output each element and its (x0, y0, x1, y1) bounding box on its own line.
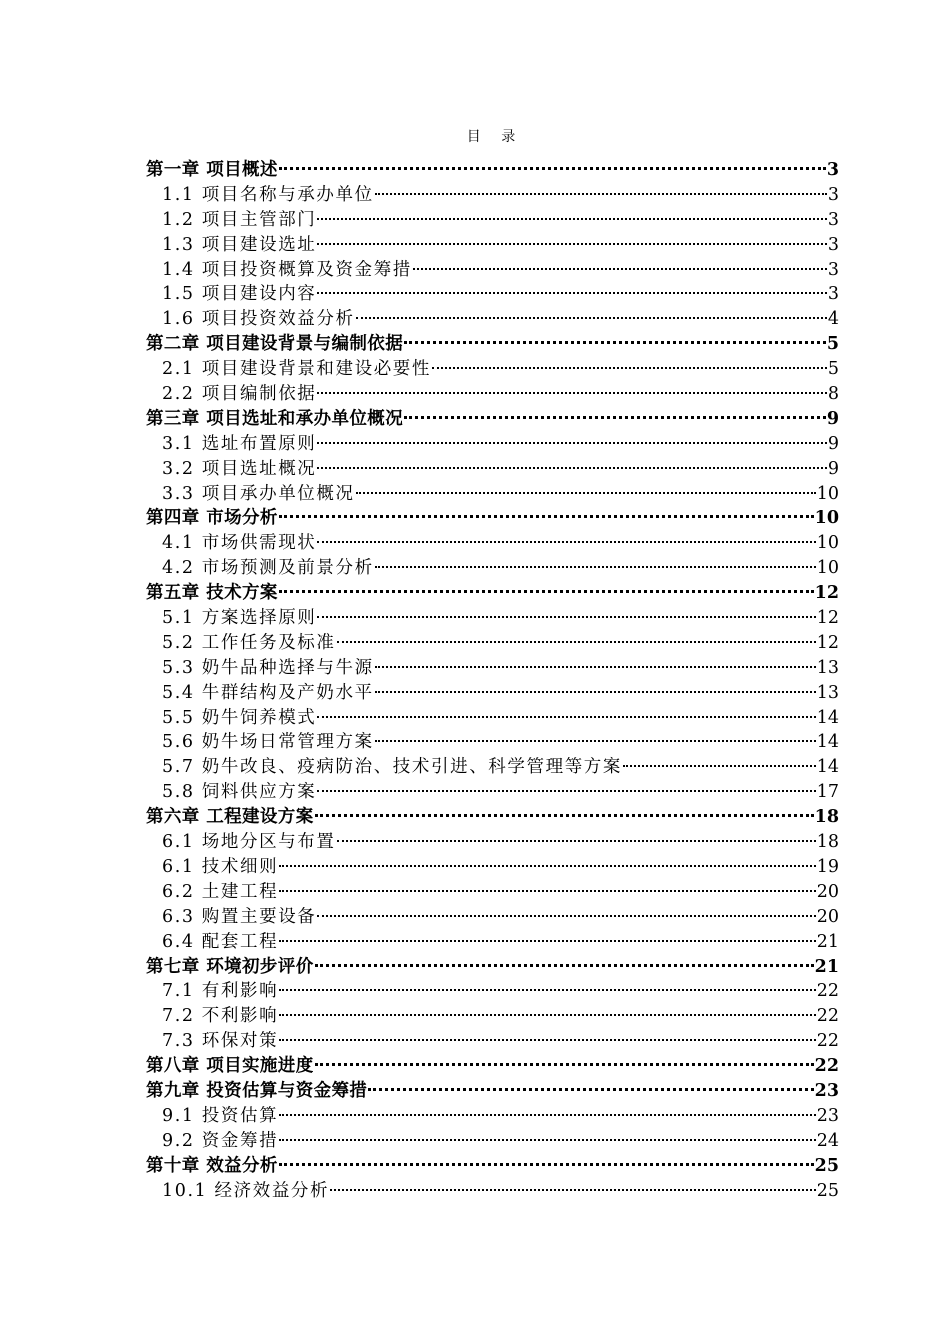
dot-leader (356, 492, 816, 494)
dot-leader (317, 392, 826, 394)
dot-leader (279, 515, 814, 518)
toc-page-number: 17 (816, 782, 839, 803)
dot-leader (317, 292, 826, 294)
dot-leader (279, 1039, 816, 1041)
toc-section-entry[interactable] (146, 1004, 839, 1029)
toc-section-entry[interactable] (146, 880, 839, 905)
toc-section-entry[interactable] (146, 432, 839, 457)
toc-page-number: 21 (816, 931, 839, 952)
toc-page-number: 3 (826, 160, 839, 180)
toc-chapter-entry[interactable] (146, 1054, 839, 1079)
toc-page-number: 10 (816, 533, 839, 554)
dot-leader (404, 341, 826, 344)
toc-page-number: 18 (814, 807, 839, 828)
toc-entry-label: 4.2 市场预测及前景分析 (162, 558, 374, 579)
toc-entry-label: 7.3 环保对策 (162, 1031, 279, 1052)
dot-leader (317, 442, 826, 444)
dot-leader (368, 1088, 813, 1091)
dot-leader (375, 691, 816, 693)
toc-page-number: 12 (816, 608, 839, 629)
toc-page-number: 24 (816, 1130, 839, 1151)
dot-leader (413, 268, 827, 270)
dot-leader (375, 193, 827, 195)
dot-leader (432, 367, 827, 369)
toc-page-number: 19 (816, 856, 839, 877)
toc-section-entry[interactable] (146, 830, 839, 855)
toc-entry-label: 1.4 项目投资概算及资金筹措 (162, 259, 412, 280)
dot-leader (279, 167, 826, 170)
toc-chapter-entry[interactable] (146, 407, 839, 432)
toc-section-entry[interactable] (146, 631, 839, 656)
dot-leader (317, 915, 815, 917)
dot-leader (315, 964, 814, 967)
toc-section-entry[interactable] (146, 307, 839, 332)
toc-entry-label: 第七章 环境初步评价 (146, 956, 314, 977)
toc-page-number: 22 (816, 1031, 839, 1052)
toc-section-entry[interactable] (146, 531, 839, 556)
toc-section-entry[interactable] (146, 656, 839, 681)
toc-page-number: 10 (814, 508, 839, 529)
toc-entry-label: 1.1 项目名称与承办单位 (162, 184, 374, 205)
toc-page-number: 23 (814, 1080, 839, 1101)
dot-leader (315, 1063, 814, 1066)
toc-page-number: 22 (816, 981, 839, 1002)
toc-section-entry[interactable] (146, 258, 839, 283)
toc-page-number: 18 (816, 832, 839, 853)
toc-page-number: 3 (827, 284, 839, 305)
toc-entry-label: 第二章 项目建设背景与编制依据 (146, 334, 404, 355)
toc-page-number: 3 (827, 209, 839, 230)
table-of-contents (146, 158, 839, 1203)
toc-page-number: 9 (827, 458, 839, 479)
toc-section-entry[interactable] (146, 482, 839, 507)
toc-entry-label: 7.1 有利影响 (162, 981, 279, 1002)
toc-entry-label: 1.2 项目主管部门 (162, 209, 317, 230)
toc-page-number: 22 (816, 1006, 839, 1027)
toc-page-number: 9 (826, 408, 839, 429)
dot-leader (375, 566, 816, 568)
dot-leader (330, 1189, 816, 1191)
toc-entry-label: 6.2 土建工程 (162, 881, 279, 902)
toc-entry-label: 第九章 投资估算与资金筹措 (146, 1080, 368, 1101)
toc-page-number: 10 (816, 558, 839, 579)
toc-entry-label: 5.7 奶牛改良、疫病防治、技术引进、科学管理等方案 (162, 757, 622, 778)
toc-entry-label: 5.3 奶牛品种选择与牛源 (162, 657, 374, 678)
toc-entry-label: 9.1 投资估算 (162, 1105, 279, 1126)
dot-leader (375, 666, 816, 668)
toc-entry-label: 3.1 选址布置原则 (162, 433, 317, 454)
toc-title: 目 录 (466, 129, 524, 145)
toc-section-entry[interactable] (146, 457, 839, 482)
dot-leader (337, 840, 816, 842)
toc-section-entry[interactable] (146, 556, 839, 581)
toc-entry-label: 第五章 技术方案 (146, 583, 278, 604)
toc-page-number: 13 (816, 657, 839, 678)
toc-chapter-entry[interactable] (146, 158, 839, 183)
dot-leader (337, 641, 816, 643)
toc-entry-label: 3.3 项目承办单位概况 (162, 483, 355, 504)
toc-entry-label: 6.3 购置主要设备 (162, 906, 317, 927)
toc-page-number: 25 (816, 1180, 839, 1201)
toc-section-entry[interactable] (146, 233, 839, 258)
toc-page-number: 14 (816, 757, 839, 778)
toc-section-entry[interactable] (146, 979, 839, 1004)
dot-leader (279, 865, 816, 867)
toc-entry-label: 第四章 市场分析 (146, 508, 278, 529)
toc-section-entry[interactable] (146, 855, 839, 880)
toc-page-number: 3 (827, 184, 839, 205)
toc-entry-label: 3.2 项目选址概况 (162, 458, 317, 479)
toc-page-number: 21 (814, 956, 839, 977)
toc-entry-label: 6.1 技术细则 (162, 856, 279, 877)
dot-leader (315, 814, 814, 817)
toc-page-number: 14 (816, 732, 839, 753)
toc-section-entry[interactable] (146, 208, 839, 233)
toc-section-entry[interactable] (146, 730, 839, 755)
toc-section-entry[interactable] (146, 1179, 839, 1204)
toc-section-entry[interactable] (146, 905, 839, 930)
toc-entry-label: 第十章 效益分析 (146, 1155, 278, 1176)
toc-section-entry[interactable] (146, 1129, 839, 1154)
toc-entry-label: 4.1 市场供需现状 (162, 533, 317, 554)
toc-entry-label: 9.2 资金筹措 (162, 1130, 279, 1151)
dot-leader (317, 218, 826, 220)
dot-leader (279, 1114, 816, 1116)
toc-page-number: 5 (827, 359, 839, 380)
dot-leader (317, 541, 815, 543)
toc-page-number: 8 (827, 384, 839, 405)
toc-section-entry[interactable] (146, 1104, 839, 1129)
toc-chapter-entry[interactable] (146, 955, 839, 980)
toc-section-entry[interactable] (146, 780, 839, 805)
toc-page-number: 12 (816, 632, 839, 653)
dot-leader (279, 1163, 814, 1166)
dot-leader (375, 740, 816, 742)
toc-section-entry[interactable] (146, 382, 839, 407)
toc-entry-label: 6.4 配套工程 (162, 931, 279, 952)
dot-leader (279, 989, 816, 991)
toc-page-number: 10 (816, 483, 839, 504)
toc-section-entry[interactable] (146, 606, 839, 631)
dot-leader (356, 317, 827, 319)
toc-entry-label: 2.1 项目建设背景和建设必要性 (162, 359, 431, 380)
dot-leader (279, 1014, 816, 1016)
toc-page-number: 20 (816, 881, 839, 902)
toc-section-entry[interactable] (146, 183, 839, 208)
dot-leader (317, 243, 826, 245)
toc-chapter-entry[interactable] (146, 1079, 839, 1104)
toc-entry-label: 7.2 不利影响 (162, 1006, 279, 1027)
toc-page-number: 13 (816, 682, 839, 703)
toc-section-entry[interactable] (146, 930, 839, 955)
toc-page-number: 3 (827, 234, 839, 255)
toc-chapter-entry[interactable] (146, 332, 839, 357)
dot-leader (279, 940, 816, 942)
dot-leader (623, 765, 816, 767)
toc-section-entry[interactable] (146, 706, 839, 731)
toc-entry-label: 5.5 奶牛饲养模式 (162, 707, 317, 728)
dot-leader (279, 1139, 816, 1141)
toc-entry-label: 5.1 方案选择原则 (162, 608, 317, 629)
toc-section-entry[interactable] (146, 282, 839, 307)
dot-leader (317, 467, 826, 469)
toc-page-number: 14 (816, 707, 839, 728)
toc-entry-label: 第八章 项目实施进度 (146, 1056, 314, 1077)
dot-leader (404, 416, 826, 419)
toc-entry-label: 1.3 项目建设选址 (162, 234, 317, 255)
toc-chapter-entry[interactable] (146, 581, 839, 606)
dot-leader (317, 716, 815, 718)
toc-entry-label: 5.4 牛群结构及产奶水平 (162, 682, 374, 703)
dot-leader (279, 890, 816, 892)
toc-page-number: 9 (827, 433, 839, 454)
toc-entry-label: 第三章 项目选址和承办单位概况 (146, 408, 404, 429)
toc-entry-label: 1.5 项目建设内容 (162, 284, 317, 305)
toc-entry-label: 5.8 饲料供应方案 (162, 782, 317, 803)
toc-page-number: 23 (816, 1105, 839, 1126)
toc-page-number: 3 (827, 259, 839, 280)
toc-chapter-entry[interactable] (146, 506, 839, 531)
dot-leader (317, 616, 815, 618)
toc-section-entry[interactable] (146, 755, 839, 780)
toc-page-number: 22 (814, 1056, 839, 1077)
toc-entry-label: 5.6 奶牛场日常管理方案 (162, 732, 374, 753)
toc-page-number: 20 (816, 906, 839, 927)
toc-section-entry[interactable] (146, 681, 839, 706)
toc-page-number: 5 (826, 334, 839, 355)
toc-entry-label: 第一章 项目概述 (146, 160, 278, 180)
toc-entry-label: 10.1 经济效益分析 (162, 1180, 330, 1201)
toc-page-number: 12 (814, 583, 839, 604)
toc-section-entry[interactable] (146, 1029, 839, 1054)
toc-page-number: 4 (827, 309, 839, 330)
toc-entry-label: 6.1 场地分区与布置 (162, 832, 336, 853)
toc-chapter-entry[interactable] (146, 1154, 839, 1179)
toc-entry-label: 第六章 工程建设方案 (146, 807, 314, 828)
toc-chapter-entry[interactable] (146, 805, 839, 830)
dot-leader (279, 590, 814, 593)
toc-entry-label: 5.2 工作任务及标准 (162, 632, 336, 653)
dot-leader (317, 790, 815, 792)
toc-section-entry[interactable] (146, 357, 839, 382)
toc-entry-label: 1.6 项目投资效益分析 (162, 309, 355, 330)
toc-entry-label: 2.2 项目编制依据 (162, 384, 317, 405)
toc-page-number: 25 (814, 1155, 839, 1176)
